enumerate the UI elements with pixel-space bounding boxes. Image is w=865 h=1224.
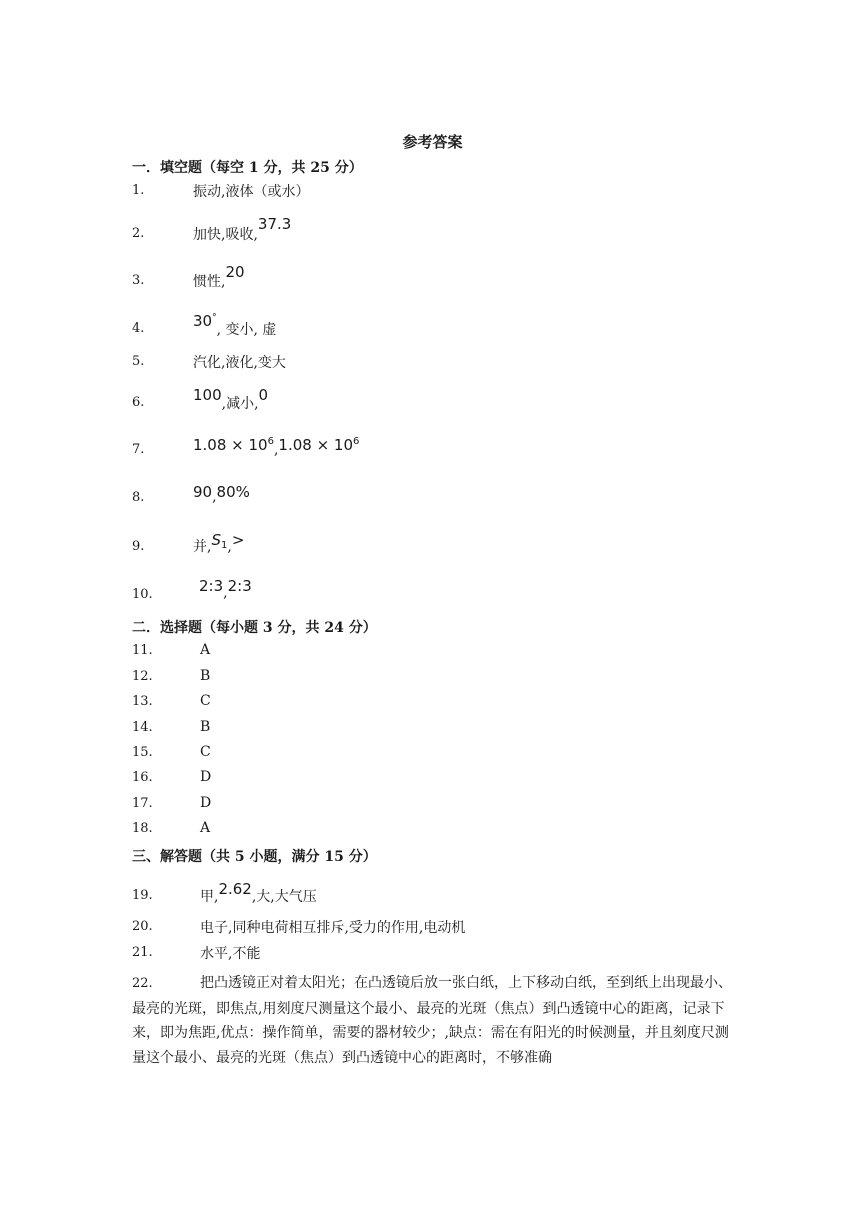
- exponent: 6: [267, 436, 274, 447]
- answer-text: 汽化,液化,变大: [193, 355, 286, 371]
- section-heading-choice: 二．选择题（每小题 3 分，共 24 分）: [132, 620, 377, 636]
- answer-text: A: [200, 820, 211, 836]
- section-heading-solution: 三、解答题（共 5 小题，满分 15 分）: [132, 849, 377, 865]
- math-value: 30: [193, 312, 213, 330]
- answer-line: [193, 262, 245, 290]
- separator: ,: [227, 539, 232, 555]
- answer-text: 振动,液体（或水）: [193, 184, 310, 200]
- answer-text: 加快,吸收,: [193, 227, 258, 243]
- answer-text: D: [200, 769, 212, 785]
- answer-text: ,减小,: [221, 396, 259, 412]
- answer-text: 电子,同种电荷相互排斥,受力的作用,电动机: [200, 920, 466, 936]
- math-symbol: $S_1$: [211, 531, 228, 551]
- math-value: 90: [193, 483, 213, 501]
- answer-line: [193, 214, 292, 243]
- question-number: 3.: [132, 273, 145, 288]
- math-value: 2:3: [199, 577, 224, 595]
- question-number: 2.: [132, 226, 145, 241]
- exponent: 6: [353, 436, 360, 447]
- separator: ,: [212, 489, 217, 505]
- answer-line: [193, 436, 360, 458]
- answer-text: C: [200, 693, 211, 709]
- answer-text: 并,: [193, 539, 212, 555]
- answer-text: ,大,大气压: [251, 889, 317, 905]
- answer-text: D: [200, 795, 212, 811]
- question-number: 15.: [132, 745, 153, 760]
- question-number: 9.: [132, 539, 145, 554]
- page-title: 参考答案: [402, 133, 463, 151]
- math-value: 80%: [216, 483, 250, 501]
- math-value: >: [231, 531, 245, 549]
- degree-symbol: °: [212, 313, 217, 323]
- answer-text: , 变小, 虚: [216, 322, 277, 338]
- math-value: 2:3: [227, 577, 252, 595]
- question-number: 20.: [132, 919, 153, 934]
- question-number: 6.: [132, 395, 145, 410]
- separator: ,: [223, 585, 228, 601]
- answer-paragraph: [132, 971, 734, 1070]
- answer-text: 把凸透镜正对着太阳光；在凸透镜后放一张白纸，上下移动白纸，至到纸上出现最小、最亮的光斑，即焦点,用刻度尺测量这个最小、最亮的光斑（焦点）到凸透镜中心的距离，记录下来，即为焦距,优点：操作简单，需要的器材较少；,缺点：需在有阳光的时候测量，并且刻度尺测量这个最小、最亮的光斑（焦点）到凸透镜中心的距离时，不够准确: [132, 975, 732, 1066]
- question-number: 17.: [132, 796, 153, 811]
- math-value: 20: [225, 263, 245, 281]
- answer-text: B: [200, 668, 211, 684]
- answer-line: [193, 530, 245, 555]
- answer-text: B: [200, 719, 211, 735]
- question-number: 10.: [132, 587, 153, 602]
- question-number: 16.: [132, 770, 153, 785]
- answer-line: [199, 577, 252, 601]
- math-value: 1.08 × 10: [193, 436, 268, 454]
- math-value: 1.08 × 10: [278, 436, 354, 454]
- answer-text: 惯性,: [193, 274, 226, 290]
- answer-line: [200, 879, 317, 905]
- question-number: 7.: [132, 442, 145, 457]
- separator: ,: [273, 442, 279, 458]
- answer-text: 甲,: [200, 889, 219, 905]
- question-number: 19.: [132, 888, 153, 903]
- question-number: 13.: [132, 694, 153, 709]
- section-heading-fill-in: 一．填空题（每空 1 分，共 25 分）: [132, 160, 363, 176]
- answer-text: A: [200, 642, 211, 658]
- answer-line: [193, 385, 269, 412]
- math-value: 37.3: [257, 215, 292, 233]
- question-number: 4.: [132, 321, 145, 336]
- math-value: 100: [193, 386, 222, 404]
- question-number: 5.: [132, 354, 145, 369]
- answer-text: C: [200, 744, 211, 760]
- math-value: 0: [258, 386, 269, 404]
- question-number: 21.: [132, 945, 153, 960]
- question-number: 8.: [132, 490, 145, 505]
- answer-line: [193, 311, 277, 338]
- question-number: 14.: [132, 720, 153, 735]
- question-number: 22.: [132, 976, 153, 991]
- question-number: 12.: [132, 669, 153, 684]
- question-number: 1.: [132, 183, 145, 198]
- answer-line: [193, 483, 250, 505]
- question-number: 11.: [132, 643, 153, 658]
- math-value: 2.62: [218, 880, 252, 898]
- question-number: 18.: [132, 821, 153, 836]
- subscript: 1: [220, 540, 228, 551]
- answer-text: 水平,不能: [200, 946, 261, 962]
